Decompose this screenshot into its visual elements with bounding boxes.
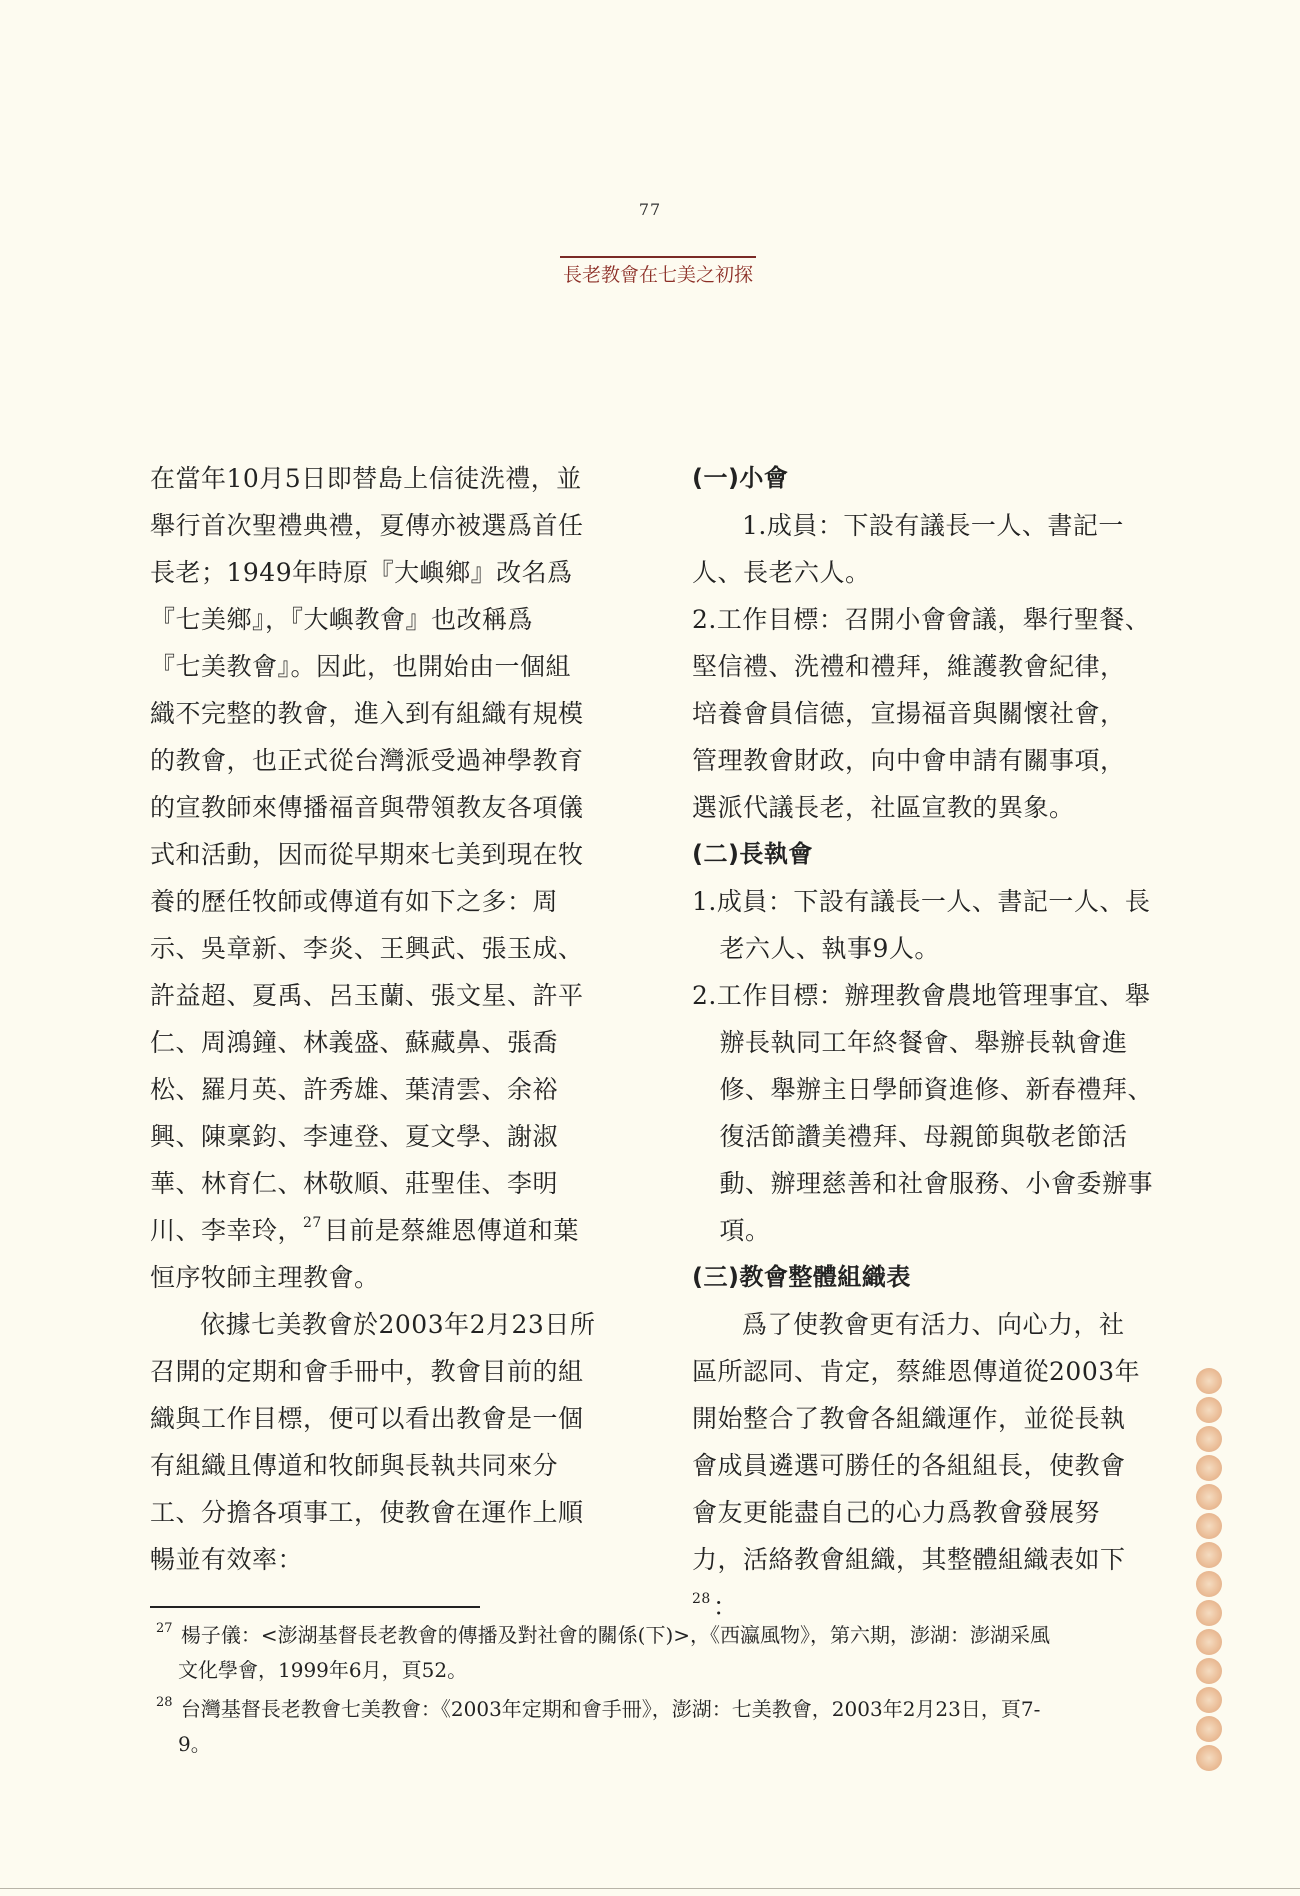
text-line: 1.成員：下設有議長一人、書記一 <box>742 511 1124 540</box>
text-line: 開始整合了教會各組織運作，並從長執 <box>692 1404 1126 1433</box>
text-line: 1.成員：下設有議長一人、書記一人、長 <box>692 887 1151 916</box>
text-run: 川、李幸玲， <box>150 1216 304 1245</box>
text-run: ： <box>712 1592 739 1621</box>
footnote-ref-28[interactable]: 28 <box>692 1591 711 1607</box>
text-line: 2.工作目標：辦理教會農地管理事宜、舉 <box>692 981 1151 1010</box>
footnote-text: 9。 <box>178 1732 211 1756</box>
text-line: 依據七美教會於2003年2月23日所 <box>200 1310 596 1339</box>
text-line: 人、長老六人。 <box>692 558 871 587</box>
text-run: 力，活絡教會組織，其整體組織表如下 <box>692 1545 1126 1574</box>
ornament-bead <box>1196 1455 1222 1481</box>
footnote-28 <box>156 1692 1166 1762</box>
text-line: 選派代議長老，社區宣教的異象。 <box>692 793 1075 822</box>
text-line: 工、分擔各項事工，使教會在運作上順 <box>150 1498 584 1527</box>
ornament-bead <box>1196 1542 1222 1568</box>
text-line: 辦長執同工年終餐會、舉辦長執會進 <box>719 1028 1128 1057</box>
elders-deacons-goals <box>692 972 1162 1254</box>
footnote-number: 28 <box>156 1695 173 1710</box>
text-line: 『七美教會』。因此，也開始由一個組 <box>150 652 572 681</box>
ornament-bead <box>1196 1658 1222 1684</box>
ornament-bead <box>1196 1629 1222 1655</box>
text-line: 培養會員信德，宣揚福音與關懷社會， <box>692 699 1126 728</box>
section-heading-elders-deacons: (二)長執會 <box>692 840 813 868</box>
text-line: 『七美鄉』，『大嶼教會』也改稱爲 <box>150 605 534 634</box>
text-line: 會成員遴選可勝任的各組組長，使教會 <box>692 1451 1126 1480</box>
footnote-27 <box>156 1618 1166 1688</box>
text-line: 示、吳章新、李炎、王興武、張玉成、 <box>150 934 584 963</box>
text-line: 修、舉辦主日學師資進修、新春禮拜、 <box>719 1075 1154 1104</box>
section-heading-org-chart: (三)教會整體組織表 <box>692 1263 911 1291</box>
text-line: 項。 <box>719 1216 771 1245</box>
text-line: 的宣教師來傳播福音與帶領教友各項儀 <box>150 793 584 822</box>
text-line: 動、辦理慈善和社會服務、小會委辦事 <box>719 1169 1154 1198</box>
ornament-bead <box>1196 1397 1222 1423</box>
org-chart-paragraph-line <box>692 1536 1162 1630</box>
text-line: 織與工作目標，便可以看出教會是一個 <box>150 1404 584 1433</box>
paragraph-1-line: 恒序牧師主理教會。 <box>150 1263 380 1292</box>
footnote-divider <box>150 1606 480 1608</box>
section-heading-session: (一)小會 <box>692 464 789 492</box>
decorative-border-ornament <box>1196 1368 1224 1771</box>
ornament-bead <box>1196 1426 1222 1452</box>
footnote-text: 文化學會，1999年6月，頁52。 <box>178 1658 468 1682</box>
text-line: 松、羅月英、許秀雄、葉清雲、余裕 <box>150 1075 559 1104</box>
text-line: 2.工作目標：召開小會會議，舉行聖餐、 <box>692 605 1151 634</box>
paragraph-2 <box>150 1301 620 1583</box>
scan-edge-line <box>0 1888 1300 1889</box>
session-members <box>692 502 1162 596</box>
ornament-bead <box>1196 1368 1222 1394</box>
text-line: 在當年10月5日即替島上信徒洗禮，並 <box>150 464 582 493</box>
text-line: 管理教會財政，向中會申請有關事項， <box>692 746 1126 775</box>
text-line: 華、林育仁、林敬順、莊聖佳、李明 <box>150 1169 559 1198</box>
ornament-bead <box>1196 1687 1222 1713</box>
text-line: 暢並有效率： <box>150 1545 304 1574</box>
text-line: 興、陳稟鈞、李連登、夏文學、謝淑 <box>150 1122 559 1151</box>
page-number: 77 <box>638 200 662 219</box>
text-line: 老六人、執事9人。 <box>719 934 940 963</box>
ornament-bead <box>1196 1513 1222 1539</box>
session-goals <box>692 596 1162 831</box>
footnotes <box>156 1618 1166 1766</box>
footnote-text: 台灣基督長老教會七美教會：《2003年定期和會手冊》，澎湖：七美教會，2003年2月23日，頁7- <box>180 1697 1041 1721</box>
paragraph-1 <box>150 455 620 1207</box>
org-chart-paragraph <box>692 1301 1162 1536</box>
right-column <box>692 455 1162 1630</box>
text-line: 舉行首次聖禮典禮，夏傳亦被選爲首任 <box>150 511 584 540</box>
ornament-bead <box>1196 1600 1222 1626</box>
running-header: 長老教會在七美之初探 <box>560 256 756 287</box>
text-line: 式和活動，因而從早期來七美到現在牧 <box>150 840 584 869</box>
text-line: 仁、周鴻鐘、林義盛、蘇藏鼻、張喬 <box>150 1028 559 1057</box>
footnote-text: 楊子儀：<澎湖基督長老教會的傳播及對社會的關係(下)>，《西瀛風物》，第六期，澎湖：澎湖采風 <box>180 1623 1051 1647</box>
text-line: 復活節讚美禮拜、母親節與敬老節活 <box>719 1122 1128 1151</box>
footnote-ref-27[interactable]: 27 <box>303 1215 322 1231</box>
footnote-number: 27 <box>156 1621 173 1636</box>
text-line: 會友更能盡自己的心力爲教會發展努 <box>692 1498 1101 1527</box>
text-run: 目前是蔡維恩傳道和葉 <box>323 1216 579 1245</box>
text-line: 有組織且傳道和牧師與長執共同來分 <box>150 1451 559 1480</box>
text-line: 養的歷任牧師或傳道有如下之多：周 <box>150 887 559 916</box>
ornament-bead <box>1196 1716 1222 1742</box>
text-line: 堅信禮、洗禮和禮拜，維護教會紀律， <box>692 652 1126 681</box>
text-line: 召開的定期和會手冊中，教會目前的組 <box>150 1357 584 1386</box>
text-line: 爲了使教會更有活力、向心力，社 <box>742 1310 1125 1339</box>
text-line: 長老；1949年時原『大嶼鄉』改名爲 <box>150 558 573 587</box>
text-line: 區所認同、肯定，蔡維恩傳道從2003年 <box>692 1357 1141 1386</box>
ornament-bead <box>1196 1571 1222 1597</box>
text-line: 的教會，也正式從台灣派受過神學教育 <box>150 746 584 775</box>
text-line: 織不完整的教會，進入到有組織有規模 <box>150 699 584 728</box>
text-line: 許益超、夏禹、呂玉蘭、張文星、許平 <box>150 981 584 1010</box>
elders-deacons-members <box>692 878 1162 972</box>
ornament-bead <box>1196 1484 1222 1510</box>
ornament-bead <box>1196 1745 1222 1771</box>
paragraph-1-line <box>150 1207 620 1254</box>
left-column <box>150 455 620 1583</box>
